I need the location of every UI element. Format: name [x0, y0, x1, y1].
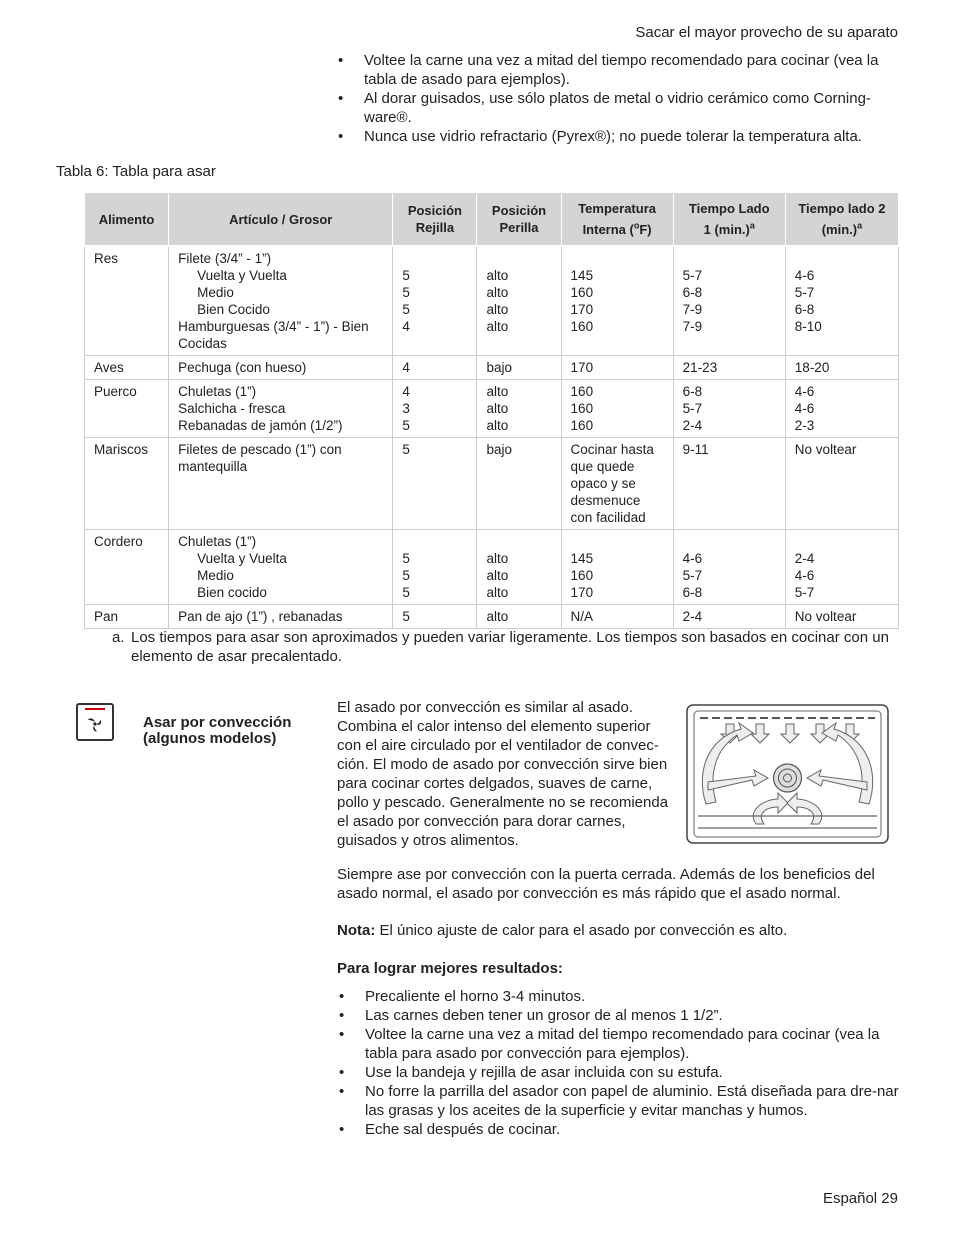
cell-rack: 5 5 5 4: [393, 246, 477, 356]
cell-side1: 2-4: [673, 605, 785, 629]
bullet-item: • Precaliente el horno 3-4 minutos.: [337, 987, 903, 1006]
table-row: [85, 246, 899, 356]
cell-knob: bajo: [477, 356, 561, 380]
cell-temp: 160 160 160: [561, 380, 673, 438]
cell-side2: 18-20: [785, 356, 898, 380]
cell-temp: N/A: [561, 605, 673, 629]
cell-articulo: Chuletas (1”) Salchicha - fresca Rebanadas de jamón (1/2”): [169, 380, 393, 438]
footnote-text: Los tiempos para asar son aproximados y pueden variar ligeramente. Los tiempos son basados en cocinar con un elemento de asar precalentado.: [131, 629, 889, 665]
cell-rack: 5: [393, 605, 477, 629]
table-row: [85, 530, 899, 605]
section-title: Asar por convección (algunos modelos): [143, 714, 292, 747]
top-bullet-list: [336, 51, 902, 146]
cell-side2: No voltear: [785, 438, 898, 530]
header-temperatura: Temperatura Interna ($^o$F): [561, 193, 673, 247]
intro-paragraph: El asado por convección es similar al asado. Combina el calor intenso del elemento superior con el aire circulado por el ventilador de convec-ción. El modo de asado por convección sirve bien para cocinar cortes delgados, suaves de carne, pollo y pescado. Generalmente no se recomienda el asado por convección para dorar carnes, guisados y otros alimentos.: [337, 699, 669, 849]
results-heading: Para lograr mejores resultados:: [337, 960, 563, 977]
bullet-item: • Voltee la carne una vez a mitad del tiempo recomendado para cocinar (vea la tabla de asado para ejemplos).: [336, 51, 902, 89]
bullet-item: • Eche sal después de cocinar.: [337, 1120, 903, 1139]
bullet-item: • Al dorar guisados, use sólo platos de metal o vidrio cerámico como Corning-ware®.: [336, 89, 902, 127]
header-lado2: Tiempo lado 2 $(\min.)^a$: [785, 193, 898, 247]
bullet-item: • Voltee la carne una vez a mitad del tiempo recomendado para cocinar (vea la tabla para asado por convección para ejemplos).: [337, 1025, 903, 1063]
bullet-item: • No forre la parrilla del asador con papel de aluminio. Está diseñada para dre-nar las grasas y los aceites de la superficie y evitar manchas y humos.: [337, 1082, 903, 1120]
cell-alimento: Puerco: [85, 380, 169, 438]
header-alimento: Alimento: [85, 193, 169, 247]
bullet-item: • Las carnes deben tener un grosor de al menos 1 1/2”.: [337, 1006, 903, 1025]
cell-side1: 4-6 5-7 6-8: [673, 530, 785, 605]
cell-alimento: Cordero: [85, 530, 169, 605]
cell-side2: No voltear: [785, 605, 898, 629]
cell-knob: bajo: [477, 438, 561, 530]
cell-rack: 4 3 5: [393, 380, 477, 438]
table-row: [85, 356, 899, 380]
cell-temp: 170: [561, 356, 673, 380]
bullet-item: • Use la bandeja y rejilla de asar incluida con su estufa.: [337, 1063, 903, 1082]
table-caption: Tabla 6: Tabla para asar: [56, 163, 216, 180]
convection-broil-icon: [76, 703, 114, 741]
table-header-row: [85, 193, 899, 247]
table-footnote: [112, 628, 898, 666]
cell-articulo: Filetes de pescado (1”) con mantequilla: [169, 438, 393, 530]
cell-rack: 5 5 5: [393, 530, 477, 605]
cell-rack: 5: [393, 438, 477, 530]
cell-side1: 21-23: [673, 356, 785, 380]
note-text: El único ajuste de calor para el asado por convección es alto.: [375, 922, 788, 939]
cell-side1: 6-8 5-7 2-4: [673, 380, 785, 438]
header-rejilla: Posición Rejilla: [393, 193, 477, 247]
cell-side2: 4-6 5-7 6-8 8-10: [785, 246, 898, 356]
running-header: Sacar el mayor provecho de su aparato: [635, 24, 898, 41]
header-articulo: Artículo / Grosor: [169, 193, 393, 247]
cell-side2: 2-4 4-6 5-7: [785, 530, 898, 605]
cell-temp: Cocinar hasta que quede opaco y se desmenuce con facilidad: [561, 438, 673, 530]
oven-airflow-diagram: [686, 704, 889, 844]
cell-knob: alto: [477, 605, 561, 629]
cell-knob: alto alto alto: [477, 530, 561, 605]
cell-alimento: Aves: [85, 356, 169, 380]
cell-temp: 145 160 170 160: [561, 246, 673, 356]
cell-articulo: Pechuga (con hueso): [169, 356, 393, 380]
footnote-label: a.: [112, 629, 125, 646]
results-bullet-list: [337, 987, 903, 1139]
table-row: [85, 438, 899, 530]
table-row: [85, 605, 899, 629]
note-label: Nota:: [337, 922, 376, 939]
page-number: Español 29: [822, 1190, 898, 1207]
note-paragraph: [337, 921, 903, 940]
cell-alimento: Pan: [85, 605, 169, 629]
cell-alimento: Mariscos: [85, 438, 169, 530]
header-lado1: Tiempo Lado 1 $(\min.)^a$: [673, 193, 785, 247]
cell-articulo: Chuletas (1”) Vuelta y Vuelta Medio Bien cocido: [169, 530, 393, 605]
cell-side1: 9-11: [673, 438, 785, 530]
cell-knob: alto alto alto: [477, 380, 561, 438]
cell-rack: 4: [393, 356, 477, 380]
cell-articulo: Filete (3/4” - 1”) Vuelta y Vuelta Medio Bien Cocido Hamburguesas (3/4” - 1”) - Bien Cocidas: [169, 246, 393, 356]
cell-alimento: Res: [85, 246, 169, 356]
cell-knob: alto alto alto alto: [477, 246, 561, 356]
cell-articulo: Pan de ajo (1”) , rebanadas: [169, 605, 393, 629]
broil-table: [84, 192, 899, 629]
header-perilla: Posición Perilla: [477, 193, 561, 247]
paragraph-2: Siempre ase por convección con la puerta cerrada. Además de los beneficios del asado normal, el asado por convección es más rápido que el asado normal.: [337, 866, 875, 902]
cell-side2: 4-6 4-6 2-3: [785, 380, 898, 438]
cell-temp: 145 160 170: [561, 530, 673, 605]
cell-side1: 5-7 6-8 7-9 7-9: [673, 246, 785, 356]
bullet-item: • Nunca use vidrio refractario (Pyrex®); no puede tolerar la temperatura alta.: [336, 127, 902, 146]
table-row: [85, 380, 899, 438]
